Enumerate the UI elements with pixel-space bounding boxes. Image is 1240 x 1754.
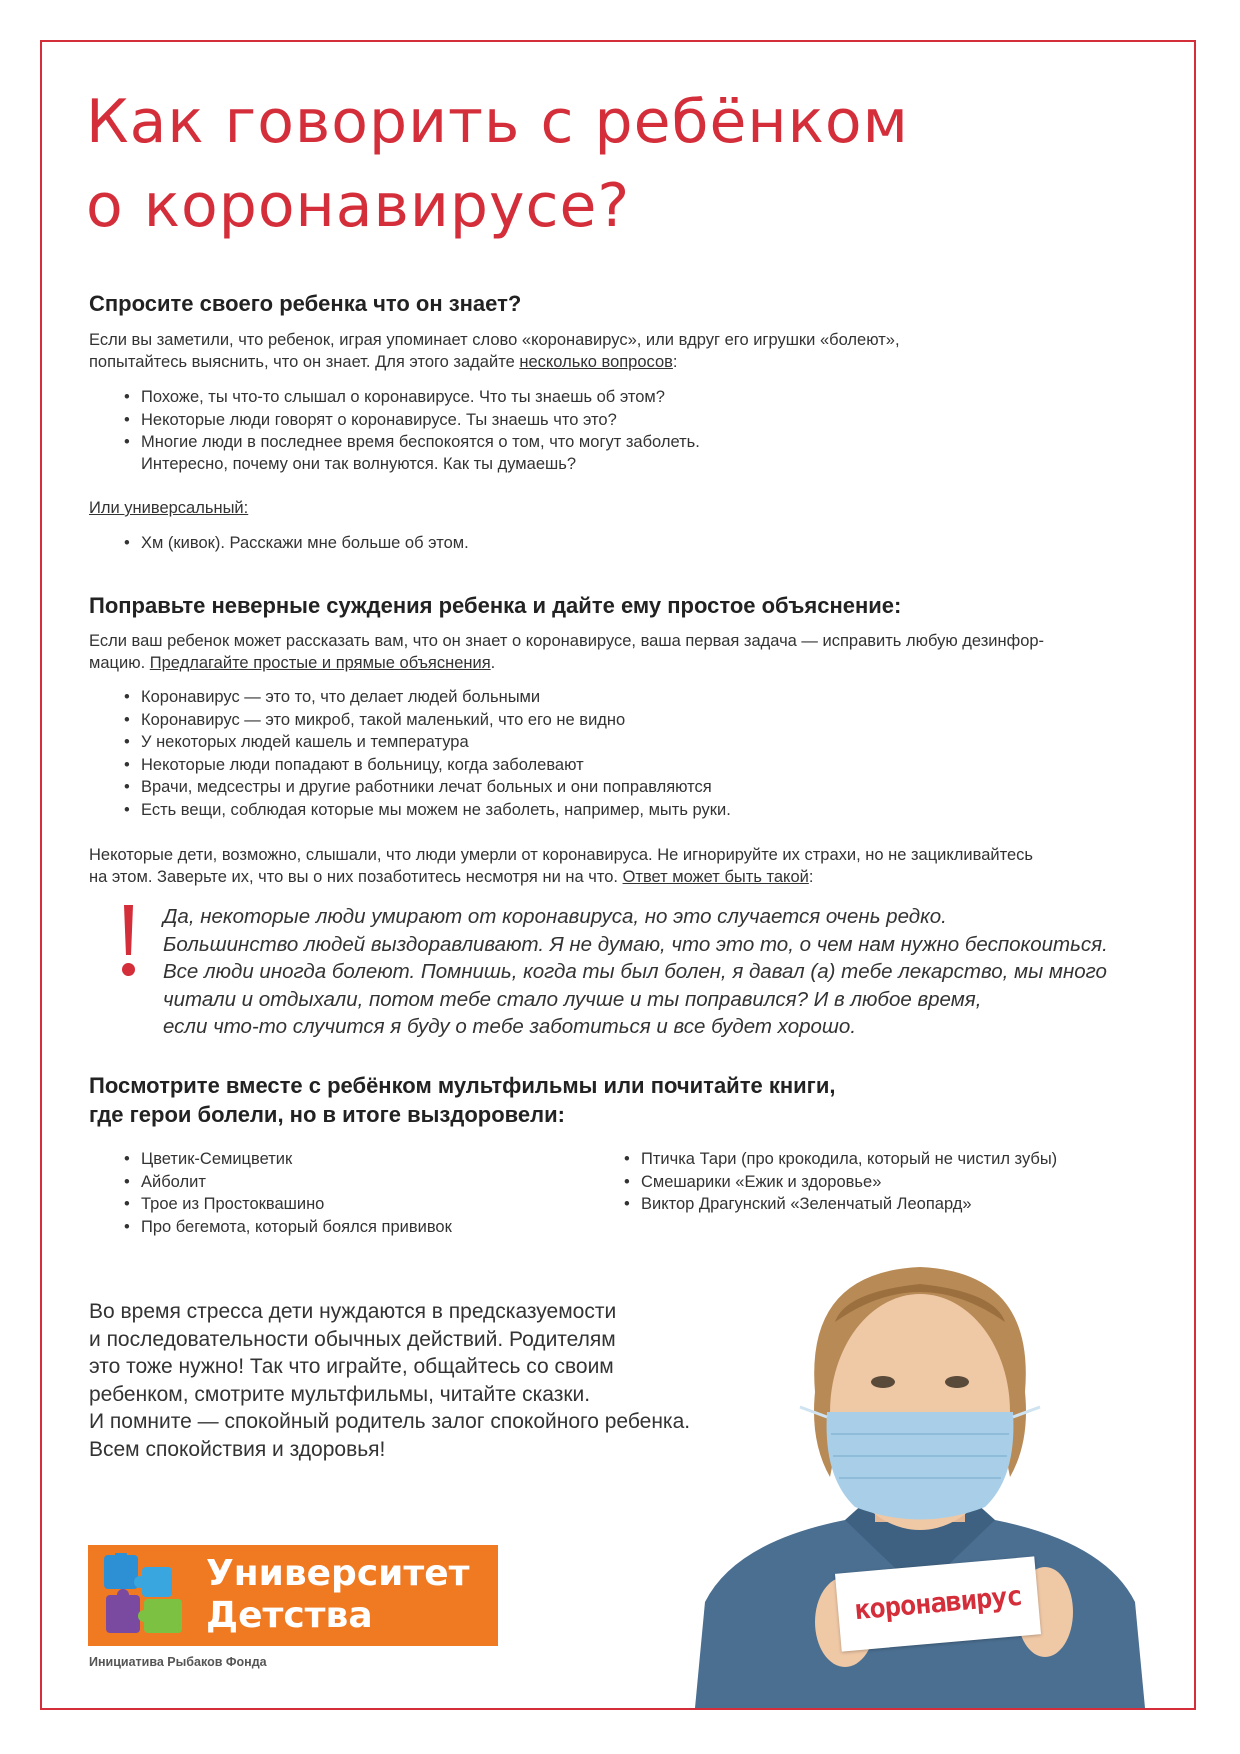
page-title: [86, 80, 1086, 248]
logo-line2: Детства: [206, 1595, 373, 1636]
sign-text: коронавирус: [853, 1580, 1023, 1627]
section3-heading-line1: Посмотрите вместе с ребёнком мультфильмы или почитайте книги,: [89, 1073, 836, 1098]
list-item: • Некоторые люди попадают в больницу, когда заболевают: [124, 754, 731, 777]
section1-heading: Спросите своего ребенка что он знает?: [89, 291, 522, 316]
closing-line: и последовательности обычных действий. Родителям: [89, 1327, 616, 1351]
universal-label: Или универсальный:: [89, 499, 249, 517]
universal-list: [124, 532, 469, 555]
answer-underlined: Ответ может быть такой: [622, 868, 809, 886]
closing-line: Во время стресса дети нуждаются в предсказуемости: [89, 1300, 617, 1323]
cartoons-list-right: [624, 1148, 1057, 1216]
title-line-2: о коронавирусе?: [86, 171, 631, 241]
list-item: • Про бегемота, который боялся прививок: [124, 1216, 452, 1239]
list-item: • Смешарики «Ежик и здоровье»: [624, 1171, 1057, 1194]
section2-intro-line1: Если ваш ребенок может рассказать вам, что он знает о коронавирусе, ваша первая задача — исправить любую дезинфор-: [89, 632, 1045, 650]
section1-intro-line2: [89, 351, 1169, 373]
section1-intro: [89, 329, 1169, 373]
section1-intro-line1: Если вы заметили, что ребенок, играя упоминает слово «коронавирус», или вдруг его игрушки «болеют»,: [89, 331, 900, 349]
section2-intro-line2: [89, 652, 1169, 674]
section2-explanation-list: [124, 686, 731, 821]
closing-line: Всем спокойствия и здоровья!: [89, 1437, 386, 1461]
list-item: • Многие люди в последнее время беспокоятся о том, что могут заболеть.: [124, 431, 700, 454]
puzzle-icon: [98, 1553, 194, 1638]
list-item: • У некоторых людей кашель и температура: [124, 731, 731, 754]
intro-text: мацию.: [89, 654, 150, 672]
list-item: • Хм (кивок). Расскажи мне больше об этом.: [124, 532, 469, 555]
intro-punct: :: [672, 353, 678, 371]
note-text: на этом. Заверьте их, что вы о них позаботитесь несмотря ни на что.: [89, 868, 623, 886]
section2-heading: Поправьте неверные суждения ребенка и дайте ему простое объяснение:: [89, 593, 902, 618]
section2-note-line1: Некоторые дети, возможно, слышали, что люди умерли от коронавируса. Не игнорируйте их страхи, но не зацикливайтесь: [89, 846, 1034, 864]
quote-line: Большинство людей выздоравливают. Я не думаю, что это то, о чем нам нужно беспокоиться.: [163, 932, 1108, 956]
section2-intro: [89, 630, 1169, 674]
title-line-1: Как говорить с ребёнком: [86, 87, 909, 157]
quote-line: читали и отдыхали, потом тебе стало лучше и ты поправился? И в любое время,: [163, 987, 982, 1011]
section2-note: [89, 844, 1169, 888]
list-item: • Некоторые люди говорят о коронавирусе. Ты знаешь что это?: [124, 409, 700, 432]
list-item: • Коронавирус — это микроб, такой маленький, что его не видно: [124, 709, 731, 732]
list-item: • Есть вещи, соблюдая которые мы можем не заболеть, например, мыть руки.: [124, 799, 731, 822]
questions-underlined: несколько вопросов: [519, 353, 673, 371]
logo-caption: Инициатива Рыбаков Фонда: [89, 1655, 267, 1669]
section2-note-line2: [89, 866, 1169, 888]
explanations-underlined: Предлагайте простые и прямые объяснения: [149, 654, 491, 672]
quote-line: Да, некоторые люди умирают от коронавируса, но это случается очень редко.: [163, 905, 947, 928]
exclamation-icon: [118, 905, 140, 977]
quote-line: если что-то случится я буду о тебе заботиться и все будет хорошо.: [163, 1015, 857, 1038]
quote-line: Все люди иногда болеют. Помнишь, когда ты был болен, я давал (а) тебе лекарство, мы много: [163, 960, 1107, 983]
list-item: • Птичка Тари (про крокодила, который не чистил зубы): [624, 1148, 1057, 1171]
list-item: • Айболит: [124, 1171, 452, 1194]
list-item: • Виктор Драгунский «Зеленчатый Леопард»: [624, 1193, 1057, 1216]
section3-heading: [89, 1071, 835, 1129]
list-item: • Коронавирус — это то, что делает людей больными: [124, 686, 731, 709]
closing-line: ребенком, смотрите мультфильмы, читайте сказки.: [89, 1382, 591, 1406]
section1-bullet3-continuation: Интересно, почему они так волнуются. Как ты думаешь?: [141, 455, 577, 473]
list-item: • Цветик-Семицветик: [124, 1148, 452, 1171]
logo-line1: Университет: [206, 1553, 470, 1594]
university-of-childhood-logo: [88, 1545, 498, 1646]
list-item: • Трое из Простоквашино: [124, 1193, 452, 1216]
sample-answer-quote: [163, 903, 1183, 1041]
cartoons-list-left: [124, 1148, 452, 1238]
intro-punct: .: [490, 654, 496, 672]
list-item: • Похоже, ты что-то слышал о коронавирусе. Что ты знаешь об этом?: [124, 386, 700, 409]
section1-question-list: [124, 386, 700, 454]
section3-heading-line2: где герои болели, но в итоге выздоровели:: [89, 1102, 565, 1127]
closing-line: это тоже нужно! Так что играйте, общайтесь со своим: [89, 1355, 614, 1378]
closing-line: И помните — спокойный родитель залог спокойного ребенка.: [89, 1410, 691, 1433]
note-punct: :: [808, 868, 814, 886]
intro-text: попытайтесь выяснить, что он знает. Для этого задайте: [89, 353, 520, 371]
list-item: • Врачи, медсестры и другие работники лечат больных и они поправляются: [124, 776, 731, 799]
